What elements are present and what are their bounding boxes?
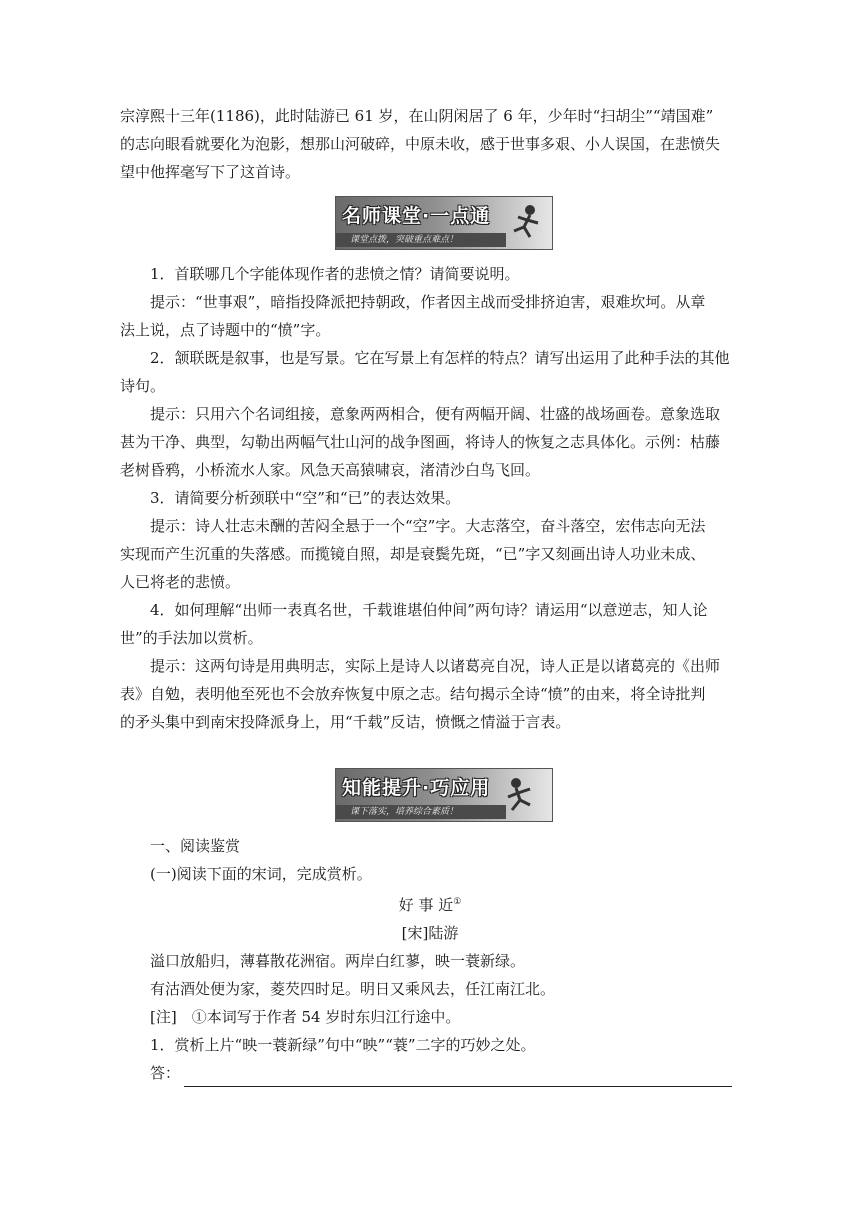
intro-line: 的志向眼看就要化为泡影，想那山河破碎，中原未收，感于世事多艰、小人误国，在悲愤失: [120, 135, 721, 153]
poem-title: [120, 888, 740, 919]
poem-line: 溢口放船归，薄暮散花洲宿。两岸白红蓼，映一蓑新绿。: [150, 952, 526, 970]
banner-subtitle: 课堂点拨，突破重点难点！: [336, 233, 506, 247]
question-2-line: 诗句。: [120, 377, 166, 395]
answer-1-line: 提示：“世事艰”，暗指投降派把持朝政，作者因主战而受排挤迫害，艰难坎坷。从章: [150, 293, 706, 311]
answer-1-line: 法上说，点了诗题中的“愤”字。: [120, 321, 331, 339]
banner-title: 名师课堂·一点通: [342, 205, 491, 227]
qa-list: [120, 260, 740, 736]
poem-note-mark: ①: [453, 897, 462, 907]
reading-section: [120, 832, 740, 1087]
intro-line: 望中他挥毫写下了这首诗。: [120, 163, 301, 181]
answer-2-line: 甚为干净、典型，勾勒出两幅气壮山河的战争图画，将诗人的恢复之志具体化。示例：枯藤: [120, 433, 721, 451]
question-4-line: 世”的手法加以赏析。: [120, 629, 263, 647]
banner-skill-boost: [335, 768, 553, 822]
answer-blank[interactable]: [184, 1068, 732, 1087]
answer-2-line: 提示：只用六个名词组接，意象两两相合，便有两幅开阔、壮盛的战场画卷。意象选取: [150, 405, 721, 423]
answer-4-line: 表》自勉，表明他至死也不会放弃恢复中原之志。结句揭示全诗“愤”的由来，将全诗批判: [120, 685, 706, 703]
poem-line: 有沽酒处便为家，菱芡四时足。明日又乘风去，任江南江北。: [150, 980, 556, 998]
answer-4-line: 的矛头集中到南宋投降派身上，用“千载”反诘，愤慨之情溢于言表。: [120, 713, 571, 731]
answer-3-line: 人已将老的悲愤。: [120, 573, 241, 591]
banner-title: 知能提升·巧应用: [342, 777, 491, 799]
answer-label: 答：: [150, 1064, 181, 1082]
question-3: 3．请简要分析颈联中“空”和“已”的表达效果。: [150, 489, 461, 507]
poem-author: [宋]陆游: [401, 924, 459, 942]
banner-teacher-class: [335, 196, 553, 250]
answer-4-line: 提示：这两句诗是用典明志，实际上是诗人以诸葛亮自况，诗人正是以诸葛亮的《出师: [150, 657, 721, 675]
question-text: 1．赏析上片“映一蓑新绿”句中“映”“蓑”二字的巧妙之处。: [150, 1036, 536, 1054]
poem-note: [注] ①本词写于作者 54 岁时东归江行途中。: [150, 1008, 461, 1026]
section-subheading: (一)阅读下面的宋词，完成赏析。: [150, 865, 372, 883]
poem-title-text: 好 事 近: [398, 896, 454, 914]
answer-3-line: 提示：诗人壮志未酬的苦闷全悬于一个“空”字。大志落空，奋斗落空，宏伟志向无法: [150, 517, 706, 535]
runner-icon: [500, 775, 546, 815]
intro-paragraph: [120, 102, 740, 186]
intro-line: 宗淳熙十三年(1186)，此时陆游已 61 岁，在山阴闲居了 6 年，少年时“扫胡尘”“靖国难”: [120, 107, 714, 125]
section-heading: 一、阅读鉴赏: [150, 837, 241, 855]
answer-2-line: 老树昏鸦，小桥流水人家。风急天高猿啸哀，渚清沙白鸟飞回。: [120, 461, 541, 479]
question-2: 2．颔联既是叙事，也是写景。它在写景上有怎样的特点？请写出运用了此种手法的其他: [150, 349, 730, 367]
answer-row: [120, 1059, 740, 1087]
answer-3-line: 实现而产生沉重的失落感。而揽镜自照，却是衰鬓先斑，“已”字又刻画出诗人功业未成、: [120, 545, 706, 563]
question-1: 1．首联哪几个字能体现作者的悲愤之情？请简要说明。: [150, 265, 520, 283]
question-4: 4．如何理解“出师一表真名世，千载谁堪伯仲间”两句诗？请运用“以意逆志，知人论: [150, 601, 708, 619]
banner-subtitle: 课下落实，培养综合素质！: [336, 805, 506, 819]
runner-icon: [500, 203, 546, 243]
